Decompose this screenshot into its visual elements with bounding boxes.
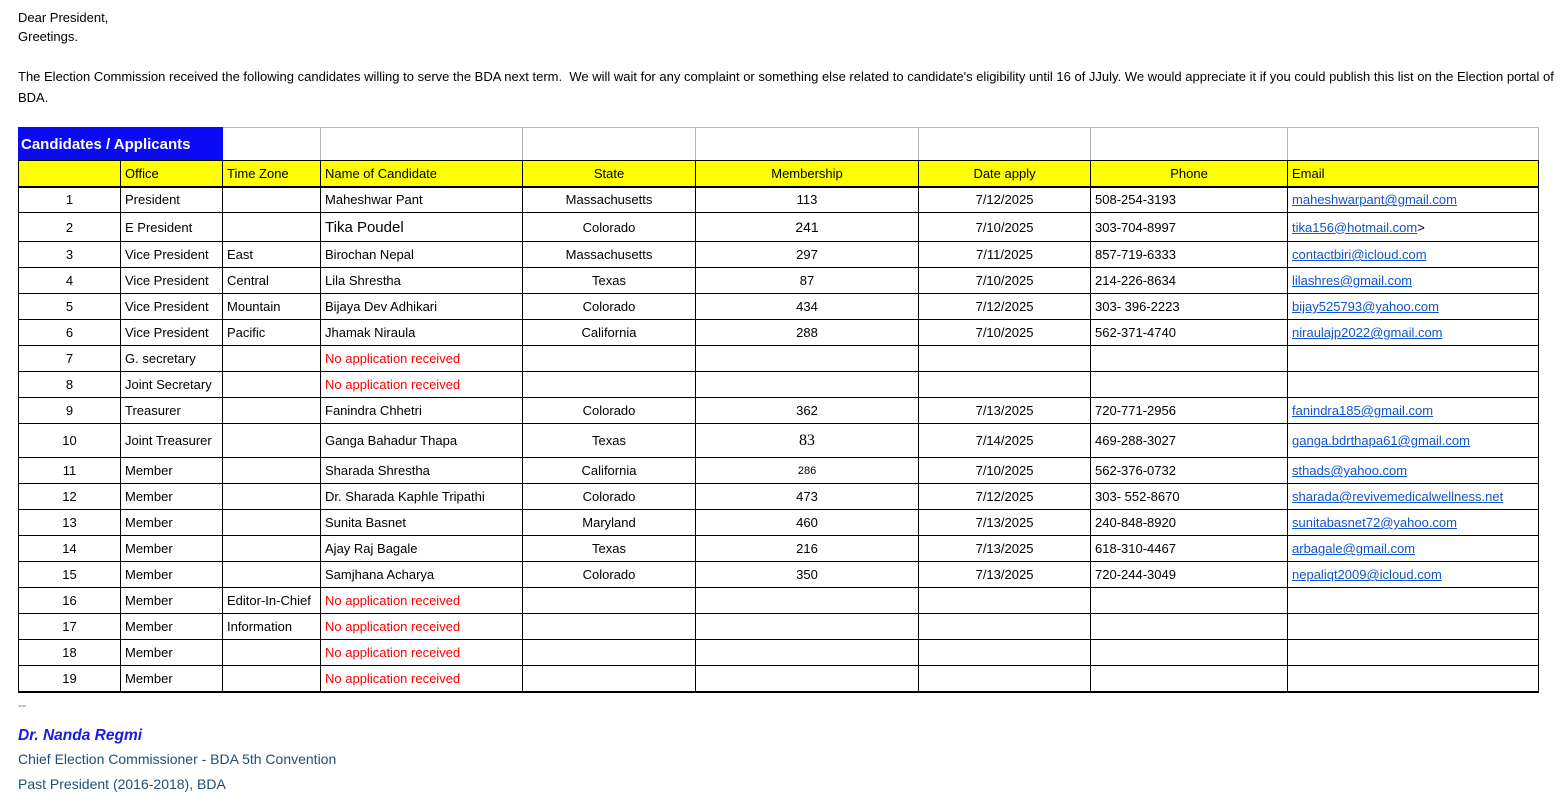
row-number: 17: [19, 614, 121, 640]
state-cell: Massachusetts: [523, 187, 696, 213]
row-number: 5: [19, 294, 121, 320]
office-cell: Member: [121, 588, 223, 614]
candidate-name-cell: Maheshwar Pant: [321, 187, 523, 213]
office-cell: Joint Treasurer: [121, 424, 223, 458]
phone-cell: 857-719-6333: [1091, 242, 1288, 268]
state-cell: [523, 372, 696, 398]
candidate-name-cell: No application received: [321, 666, 523, 692]
office-cell: E President: [121, 213, 223, 242]
phone-cell: 508-254-3193: [1091, 187, 1288, 213]
table-row: [19, 242, 1539, 268]
table-row: [19, 458, 1539, 484]
date-apply-cell: 7/14/2025: [919, 424, 1091, 458]
signature-name: Dr. Nanda Regmi: [18, 726, 143, 744]
candidate-name-cell: Dr. Sharada Kaphle Tripathi: [321, 484, 523, 510]
email-link[interactable]: maheshwarpant@gmail.com: [1292, 192, 1457, 208]
state-cell: Colorado: [523, 213, 696, 242]
membership-cell: 83: [696, 424, 919, 458]
date-apply-cell: 7/13/2025: [919, 536, 1091, 562]
email-cell: [1288, 666, 1539, 692]
signature-divider: --: [18, 697, 26, 712]
email-link[interactable]: sthads@yahoo.com: [1292, 463, 1408, 478]
timezone-cell: [223, 458, 321, 484]
office-cell: Member: [121, 666, 223, 692]
row-number: 16: [19, 588, 121, 614]
email-suffix: >: [1417, 219, 1425, 235]
row-number: 9: [19, 398, 121, 424]
office-cell: Vice President: [121, 320, 223, 346]
timezone-cell: [223, 187, 321, 213]
date-apply-cell: 7/10/2025: [919, 320, 1091, 346]
row-number: 2: [19, 213, 121, 242]
timezone-cell: [223, 640, 321, 666]
email-cell: [1288, 213, 1539, 242]
table-row: [19, 640, 1539, 666]
phone-cell: [1091, 372, 1288, 398]
date-apply-cell: [919, 614, 1091, 640]
candidate-name-cell: Bijaya Dev Adhikari: [321, 294, 523, 320]
phone-cell: [1091, 640, 1288, 666]
col-header-office: Office: [121, 161, 223, 187]
email-cell: [1288, 242, 1539, 268]
col-header-email: Email: [1288, 161, 1539, 187]
letter-block: [18, 8, 1558, 108]
membership-cell: [696, 588, 919, 614]
candidates-tbody: [19, 187, 1539, 692]
table-row: [19, 372, 1539, 398]
office-cell: Member: [121, 640, 223, 666]
email-cell: [1288, 268, 1539, 294]
membership-cell: 113: [696, 187, 919, 213]
candidate-name-cell: No application received: [321, 346, 523, 372]
office-cell: G. secretary: [121, 346, 223, 372]
membership-cell: [696, 346, 919, 372]
phone-cell: [1091, 346, 1288, 372]
state-cell: [523, 346, 696, 372]
row-number: 12: [19, 484, 121, 510]
candidate-name-cell: Fanindra Chhetri: [321, 398, 523, 424]
phone-cell: 303- 552-8670: [1091, 484, 1288, 510]
spacer-cell: [223, 128, 321, 161]
email-cell: [1288, 398, 1539, 424]
date-apply-cell: [919, 640, 1091, 666]
row-number: 11: [19, 458, 121, 484]
table-row: [19, 268, 1539, 294]
phone-cell: 562-376-0732: [1091, 458, 1288, 484]
spacer-cell: [523, 128, 696, 161]
office-cell: Vice President: [121, 294, 223, 320]
candidate-name-cell: Samjhana Acharya: [321, 562, 523, 588]
row-number: 18: [19, 640, 121, 666]
table-row: [19, 510, 1539, 536]
date-apply-cell: 7/13/2025: [919, 562, 1091, 588]
date-apply-cell: 7/13/2025: [919, 398, 1091, 424]
membership-cell: 216: [696, 536, 919, 562]
office-cell: Member: [121, 536, 223, 562]
table-row: [19, 294, 1539, 320]
state-cell: Colorado: [523, 294, 696, 320]
row-number: 10: [19, 424, 121, 458]
candidate-name-cell: Birochan Nepal: [321, 242, 523, 268]
timezone-cell: Editor-In-Chief: [223, 588, 321, 614]
spacer-cell: [1288, 128, 1539, 161]
state-cell: Texas: [523, 536, 696, 562]
email-link[interactable]: fanindra185@gmail.com: [1292, 403, 1434, 418]
date-apply-cell: [919, 666, 1091, 692]
timezone-cell: [223, 666, 321, 692]
spacer-cell: [1091, 128, 1288, 161]
salutation: Dear President,: [18, 10, 109, 25]
membership-cell: [696, 372, 919, 398]
date-apply-cell: 7/12/2025: [919, 187, 1091, 213]
table-row: [19, 187, 1539, 213]
state-cell: California: [523, 320, 696, 346]
email-cell: [1288, 320, 1539, 346]
state-cell: [523, 666, 696, 692]
candidate-name-cell: No application received: [321, 588, 523, 614]
timezone-cell: [223, 372, 321, 398]
table-row: [19, 320, 1539, 346]
email-cell: [1288, 484, 1539, 510]
timezone-cell: [223, 398, 321, 424]
timezone-cell: [223, 484, 321, 510]
col-header-phone: Phone: [1091, 161, 1288, 187]
table-title: Candidates / Applicants: [19, 128, 223, 161]
email-cell: [1288, 424, 1539, 458]
row-number: 14: [19, 536, 121, 562]
email-link[interactable]: sharada@revivemedicalwellness.net: [1292, 489, 1504, 504]
row-number: 8: [19, 372, 121, 398]
office-cell: Vice President: [121, 268, 223, 294]
email-cell: [1288, 562, 1539, 588]
spacer-cell: [321, 128, 523, 161]
date-apply-cell: 7/10/2025: [919, 213, 1091, 242]
timezone-cell: [223, 562, 321, 588]
email-cell: [1288, 640, 1539, 666]
table-row: [19, 346, 1539, 372]
timezone-cell: Pacific: [223, 320, 321, 346]
membership-cell: 87: [696, 268, 919, 294]
membership-cell: 362: [696, 398, 919, 424]
state-cell: Colorado: [523, 398, 696, 424]
col-header-membership: Membership: [696, 161, 919, 187]
signature-block: [18, 698, 1552, 797]
email-link[interactable]: lilashres@gmail.com: [1292, 273, 1413, 288]
candidates-table: [18, 127, 1539, 693]
office-cell: Member: [121, 458, 223, 484]
candidate-name-cell: Sunita Basnet: [321, 510, 523, 536]
email-cell: [1288, 588, 1539, 614]
office-cell: Member: [121, 484, 223, 510]
membership-cell: [696, 614, 919, 640]
state-cell: California: [523, 458, 696, 484]
table-row: [19, 614, 1539, 640]
phone-cell: 618-310-4467: [1091, 536, 1288, 562]
timezone-cell: Central: [223, 268, 321, 294]
timezone-cell: Mountain: [223, 294, 321, 320]
letter-paragraph: The Election Commission received the following candidates willing to serve the BDA next term. We will wait for any complaint or something else related to candidate's eligibility until 16 of JJuly. We would appreciate it if you could publish this list on the Election portal of BDA.: [18, 69, 1558, 105]
email-link[interactable]: niraulajp2022@gmail.com: [1292, 325, 1443, 340]
membership-cell: 473: [696, 484, 919, 510]
state-cell: Texas: [523, 424, 696, 458]
phone-cell: 720-771-2956: [1091, 398, 1288, 424]
candidate-name-cell: No application received: [321, 372, 523, 398]
candidate-name-cell: Lila Shrestha: [321, 268, 523, 294]
email-cell: [1288, 536, 1539, 562]
email-link[interactable]: sunitabasnet72@yahoo.com: [1292, 515, 1457, 530]
membership-cell: 460: [696, 510, 919, 536]
timezone-cell: East: [223, 242, 321, 268]
row-number: 15: [19, 562, 121, 588]
row-number: 13: [19, 510, 121, 536]
email-link[interactable]: bijay525793@yahoo.com: [1292, 299, 1439, 314]
membership-cell: 434: [696, 294, 919, 320]
timezone-cell: [223, 510, 321, 536]
table-row: [19, 424, 1539, 458]
table-row: [19, 562, 1539, 588]
state-cell: [523, 640, 696, 666]
date-apply-cell: [919, 588, 1091, 614]
email-link[interactable]: nepaliqt2009@icloud.com: [1292, 567, 1442, 582]
signature-role: Chief Election Commissioner - BDA 5th Convention: [18, 750, 337, 767]
row-number: 4: [19, 268, 121, 294]
table-row: [19, 666, 1539, 692]
table-row: [19, 213, 1539, 242]
office-cell: Treasurer: [121, 398, 223, 424]
candidate-name-cell: Tika Poudel: [321, 213, 523, 242]
candidate-name-cell: No application received: [321, 640, 523, 666]
spacer-cell: [696, 128, 919, 161]
email-link[interactable]: ganga.bdrthapa61@gmail.com: [1292, 433, 1470, 448]
table-row: [19, 588, 1539, 614]
col-header-state: State: [523, 161, 696, 187]
timezone-cell: [223, 424, 321, 458]
candidate-name-cell: Jhamak Niraula: [321, 320, 523, 346]
membership-cell: 350: [696, 562, 919, 588]
date-apply-cell: 7/12/2025: [919, 294, 1091, 320]
row-number: 19: [19, 666, 121, 692]
email-cell: [1288, 346, 1539, 372]
email-cell: [1288, 294, 1539, 320]
row-number: 6: [19, 320, 121, 346]
email-cell: [1288, 614, 1539, 640]
date-apply-cell: 7/11/2025: [919, 242, 1091, 268]
membership-cell: [696, 666, 919, 692]
office-cell: Joint Secretary: [121, 372, 223, 398]
email-link[interactable]: arbagale@gmail.com: [1292, 541, 1416, 556]
table-header-row: [19, 161, 1539, 187]
table-row: [19, 484, 1539, 510]
state-cell: Texas: [523, 268, 696, 294]
date-apply-cell: 7/10/2025: [919, 268, 1091, 294]
col-header-date-apply: Date apply: [919, 161, 1091, 187]
date-apply-cell: 7/10/2025: [919, 458, 1091, 484]
state-cell: Colorado: [523, 484, 696, 510]
phone-cell: [1091, 666, 1288, 692]
table-row: [19, 398, 1539, 424]
membership-cell: [696, 640, 919, 666]
timezone-cell: Information: [223, 614, 321, 640]
table-title-row: [19, 128, 1539, 161]
phone-cell: 720-244-3049: [1091, 562, 1288, 588]
office-cell: President: [121, 187, 223, 213]
membership-cell: 241: [696, 213, 919, 242]
col-header-timezone: Time Zone: [223, 161, 321, 187]
state-cell: Maryland: [523, 510, 696, 536]
signature-past-role: Past President (2016-2018), BDA: [18, 775, 226, 792]
office-cell: Member: [121, 510, 223, 536]
candidate-name-cell: Ajay Raj Bagale: [321, 536, 523, 562]
email-cell: [1288, 372, 1539, 398]
email-cell: [1288, 187, 1539, 213]
candidate-name-cell: Ganga Bahadur Thapa: [321, 424, 523, 458]
col-header-name: Name of Candidate: [321, 161, 523, 187]
email-link[interactable]: contactbiri@icloud.com: [1292, 247, 1427, 262]
state-cell: Colorado: [523, 562, 696, 588]
row-number: 1: [19, 187, 121, 213]
spacer-cell: [919, 128, 1091, 161]
greeting: Greetings.: [18, 29, 78, 44]
membership-cell: 297: [696, 242, 919, 268]
office-cell: Member: [121, 614, 223, 640]
state-cell: Massachusetts: [523, 242, 696, 268]
timezone-cell: [223, 536, 321, 562]
row-number: 3: [19, 242, 121, 268]
timezone-cell: [223, 346, 321, 372]
phone-cell: 562-371-4740: [1091, 320, 1288, 346]
phone-cell: 303-704-8997: [1091, 213, 1288, 242]
email-cell: [1288, 458, 1539, 484]
candidate-name-cell: No application received: [321, 614, 523, 640]
date-apply-cell: [919, 346, 1091, 372]
date-apply-cell: [919, 372, 1091, 398]
date-apply-cell: 7/13/2025: [919, 510, 1091, 536]
state-cell: [523, 588, 696, 614]
membership-cell: 286: [696, 458, 919, 484]
row-number: 7: [19, 346, 121, 372]
email-cell: [1288, 510, 1539, 536]
phone-cell: 240-848-8920: [1091, 510, 1288, 536]
office-cell: Vice President: [121, 242, 223, 268]
phone-cell: 469-288-3027: [1091, 424, 1288, 458]
phone-cell: [1091, 588, 1288, 614]
phone-cell: [1091, 614, 1288, 640]
table-row: [19, 536, 1539, 562]
candidate-name-cell: Sharada Shrestha: [321, 458, 523, 484]
phone-cell: 214-226-8634: [1091, 268, 1288, 294]
timezone-cell: [223, 213, 321, 242]
email-link[interactable]: tika156@hotmail.com: [1292, 219, 1418, 235]
membership-cell: 288: [696, 320, 919, 346]
phone-cell: 303- 396-2223: [1091, 294, 1288, 320]
state-cell: [523, 614, 696, 640]
date-apply-cell: 7/12/2025: [919, 484, 1091, 510]
col-header-number: [19, 161, 121, 187]
office-cell: Member: [121, 562, 223, 588]
